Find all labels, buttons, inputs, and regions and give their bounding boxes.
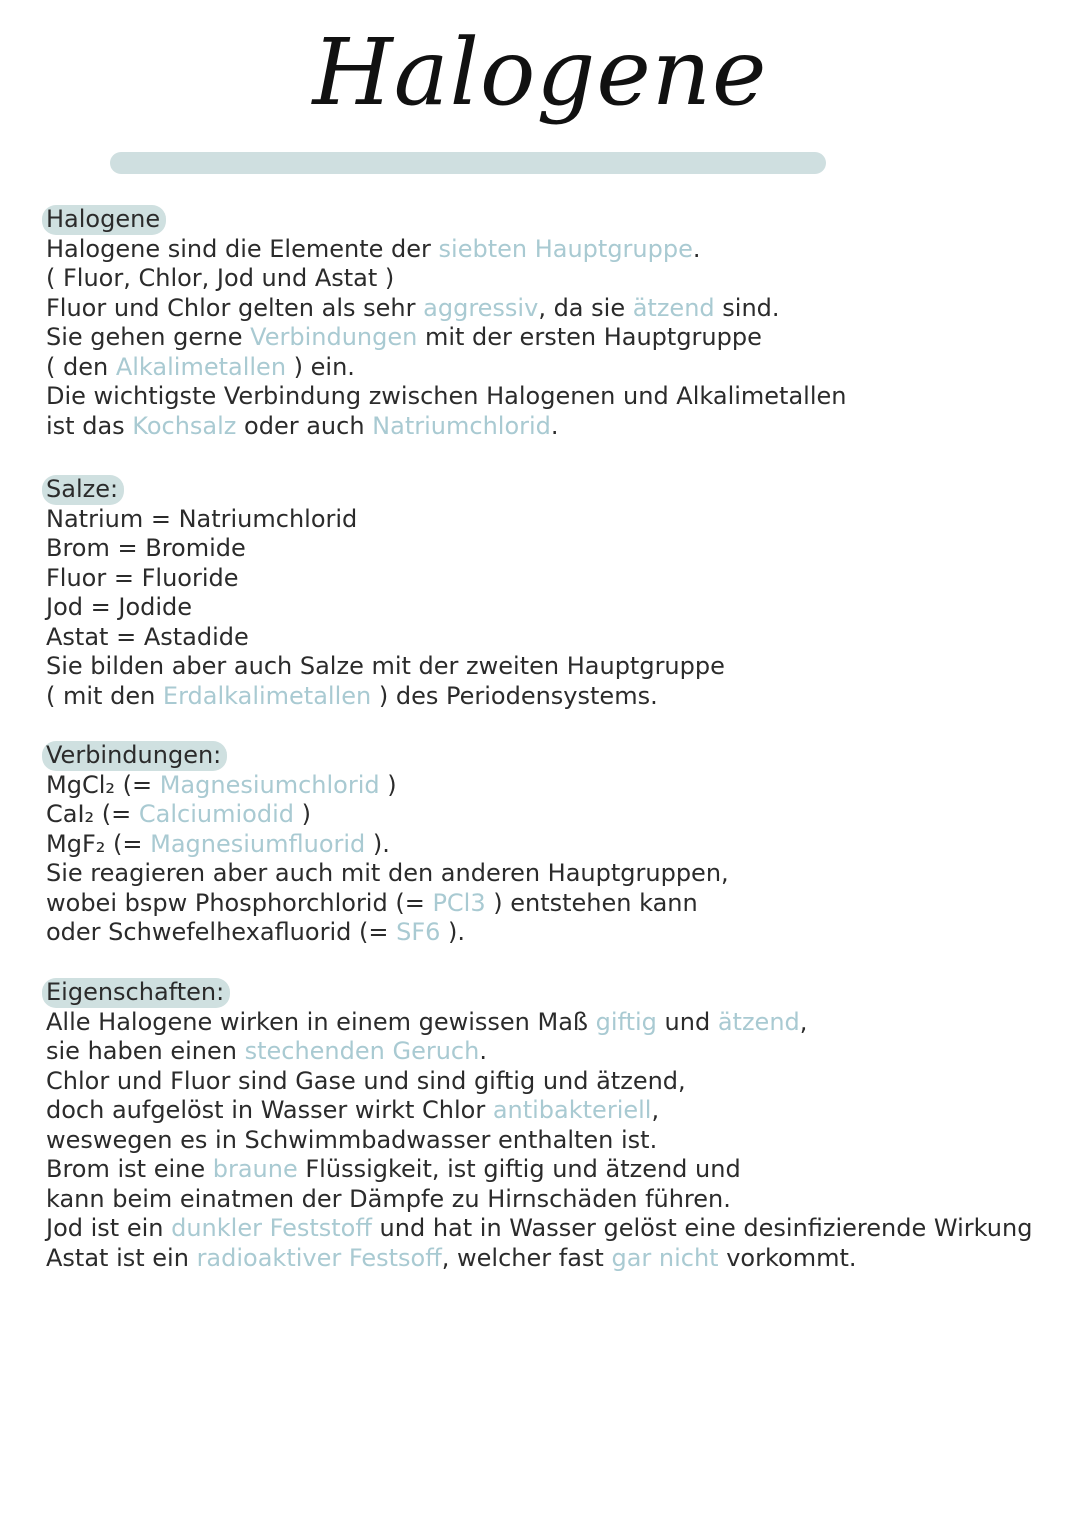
text-line	[46, 1067, 1032, 1097]
text-segment: ,	[799, 1007, 808, 1036]
text-line	[46, 382, 846, 412]
text-line	[46, 682, 725, 712]
text-line	[46, 1244, 1032, 1274]
section-heading: Eigenschaften:	[42, 978, 230, 1008]
text-line	[46, 593, 725, 623]
text-line	[46, 1126, 1032, 1156]
highlighted-term: SF6	[396, 918, 441, 946]
section-heading: Halogene	[42, 205, 166, 235]
title-underline-bar	[110, 152, 826, 174]
highlighted-term: siebten Hauptgruppe	[438, 234, 693, 263]
text-segment: , welcher fast	[441, 1243, 612, 1272]
section-salze	[46, 475, 725, 711]
text-segment: MgCl₂ (=	[46, 770, 160, 799]
text-segment: wobei bspw Phosphorchlorid (=	[46, 888, 433, 917]
text-line	[46, 623, 725, 653]
text-segment: Sie bilden aber auch Salze mit der zweiten Hauptgruppe	[46, 652, 725, 680]
text-segment: sie haben einen	[46, 1037, 245, 1065]
text-segment: MgF₂ (=	[46, 829, 151, 858]
text-segment: mit der ersten Hauptgruppe	[417, 323, 762, 351]
highlighted-term: ätzend	[717, 1007, 800, 1036]
text-line	[46, 323, 846, 353]
highlighted-term: braune	[212, 1155, 298, 1183]
text-segment: ).	[440, 918, 466, 946]
section-heading: Salze:	[42, 475, 124, 505]
text-line	[46, 859, 729, 889]
text-segment: und hat in Wasser gelöst eine desinfizierende Wirkung	[371, 1214, 1033, 1242]
highlighted-term: gar nicht	[611, 1243, 719, 1272]
highlighted-term: Magnesiumchlorid	[159, 770, 380, 799]
text-segment: , da sie	[538, 293, 633, 322]
text-segment: ) ein.	[286, 352, 355, 381]
text-segment: Jod = Jodide	[46, 593, 193, 621]
text-segment: Sie reagieren aber auch mit den anderen Hauptgruppen,	[46, 859, 729, 887]
text-line	[46, 918, 729, 948]
text-line	[46, 1096, 1032, 1126]
text-line	[46, 235, 846, 265]
text-line	[46, 505, 725, 535]
section-body	[46, 1008, 1032, 1274]
highlighted-term: Alkalimetallen	[115, 352, 287, 381]
text-segment: Astat = Astadide	[46, 622, 249, 651]
text-segment: Halogene sind die Elemente der	[46, 234, 439, 263]
highlighted-term: radioaktiver Festsoff	[196, 1243, 442, 1272]
section-eigenschaften	[46, 978, 1032, 1273]
text-segment: ( Fluor, Chlor, Jod und Astat )	[46, 264, 395, 292]
highlighted-term: Natriumchlorid	[372, 411, 551, 440]
text-segment: doch aufgelöst in Wasser wirkt Chlor	[46, 1096, 493, 1124]
text-segment: Brom = Bromide	[46, 534, 246, 562]
highlighted-term: ätzend	[632, 293, 715, 322]
text-segment: ).	[365, 829, 390, 858]
text-line	[46, 1214, 1032, 1244]
text-segment: ) entstehen kann	[485, 888, 698, 917]
text-segment: kann beim einatmen der Dämpfe zu Hirnschäden führen.	[46, 1184, 731, 1213]
text-segment: sind.	[714, 293, 780, 322]
text-segment: Fluor = Fluoride	[46, 563, 239, 592]
highlighted-term: Calciumiodid	[138, 800, 294, 828]
section-halogene	[46, 205, 846, 441]
text-segment: .	[479, 1037, 487, 1065]
section-body	[46, 771, 729, 948]
section-body	[46, 505, 725, 712]
text-segment: oder auch	[236, 411, 373, 440]
text-segment: Chlor und Fluor sind Gase und sind giftig und ätzend,	[46, 1066, 686, 1095]
text-segment: )	[293, 800, 311, 828]
highlighted-term: Magnesiumfluorid	[150, 829, 366, 858]
text-segment: ) des Periodensystems.	[371, 681, 658, 710]
text-line	[46, 652, 725, 682]
highlighted-term: Kochsalz	[132, 411, 237, 440]
text-segment: oder Schwefelhexafluorid (=	[46, 918, 397, 946]
text-segment: CaI₂ (=	[46, 800, 139, 828]
text-line	[46, 264, 846, 294]
highlighted-term: PCl3	[432, 888, 486, 917]
text-segment: )	[379, 770, 397, 799]
text-line	[46, 1185, 1032, 1215]
text-segment: Flüssigkeit, ist giftig und ätzend und	[297, 1155, 741, 1183]
text-line	[46, 771, 729, 801]
text-line	[46, 1008, 1032, 1038]
text-line	[46, 294, 846, 324]
text-segment: Fluor und Chlor gelten als sehr	[46, 293, 424, 322]
highlighted-term: aggressiv	[423, 293, 539, 322]
text-line	[46, 830, 729, 860]
text-segment: Jod ist ein	[46, 1214, 172, 1242]
text-line	[46, 564, 725, 594]
text-line	[46, 800, 729, 830]
text-segment: Die wichtigste Verbindung zwischen Halogenen und Alkalimetallen	[46, 382, 847, 410]
highlighted-term: stechenden Geruch	[244, 1037, 480, 1065]
highlighted-term: Erdalkalimetallen	[162, 681, 372, 710]
text-line	[46, 534, 725, 564]
section-heading: Verbindungen:	[42, 741, 227, 771]
text-line	[46, 1037, 1032, 1067]
text-segment: ( den	[46, 352, 116, 381]
highlighted-term: giftig	[595, 1007, 657, 1036]
text-segment: weswegen es in Schwimmbadwasser enthalten ist.	[46, 1125, 658, 1154]
section-verbindungen	[46, 741, 729, 948]
text-segment: Astat ist ein	[46, 1243, 197, 1272]
text-segment: Natrium = Natriumchlorid	[46, 504, 358, 533]
highlighted-term: Verbindungen	[250, 323, 418, 351]
section-body	[46, 235, 846, 442]
text-segment: .	[550, 411, 559, 440]
text-segment: Sie gehen gerne	[46, 323, 251, 351]
text-line	[46, 412, 846, 442]
text-segment: vorkommt.	[718, 1243, 857, 1272]
text-segment: Alle Halogene wirken in einem gewissen Maß	[46, 1007, 596, 1036]
text-segment: ist das	[46, 411, 133, 440]
text-segment: und	[656, 1007, 718, 1036]
text-segment: ( mit den	[46, 681, 163, 710]
page-title: Halogene	[312, 19, 768, 126]
text-line	[46, 1155, 1032, 1185]
text-line	[46, 889, 729, 919]
text-segment: ,	[651, 1096, 660, 1124]
text-line	[46, 353, 846, 383]
text-segment: .	[692, 234, 701, 263]
text-segment: Brom ist eine	[46, 1155, 213, 1183]
highlighted-term: antibakteriell	[492, 1096, 652, 1124]
highlighted-term: dunkler Feststoff	[171, 1214, 372, 1242]
